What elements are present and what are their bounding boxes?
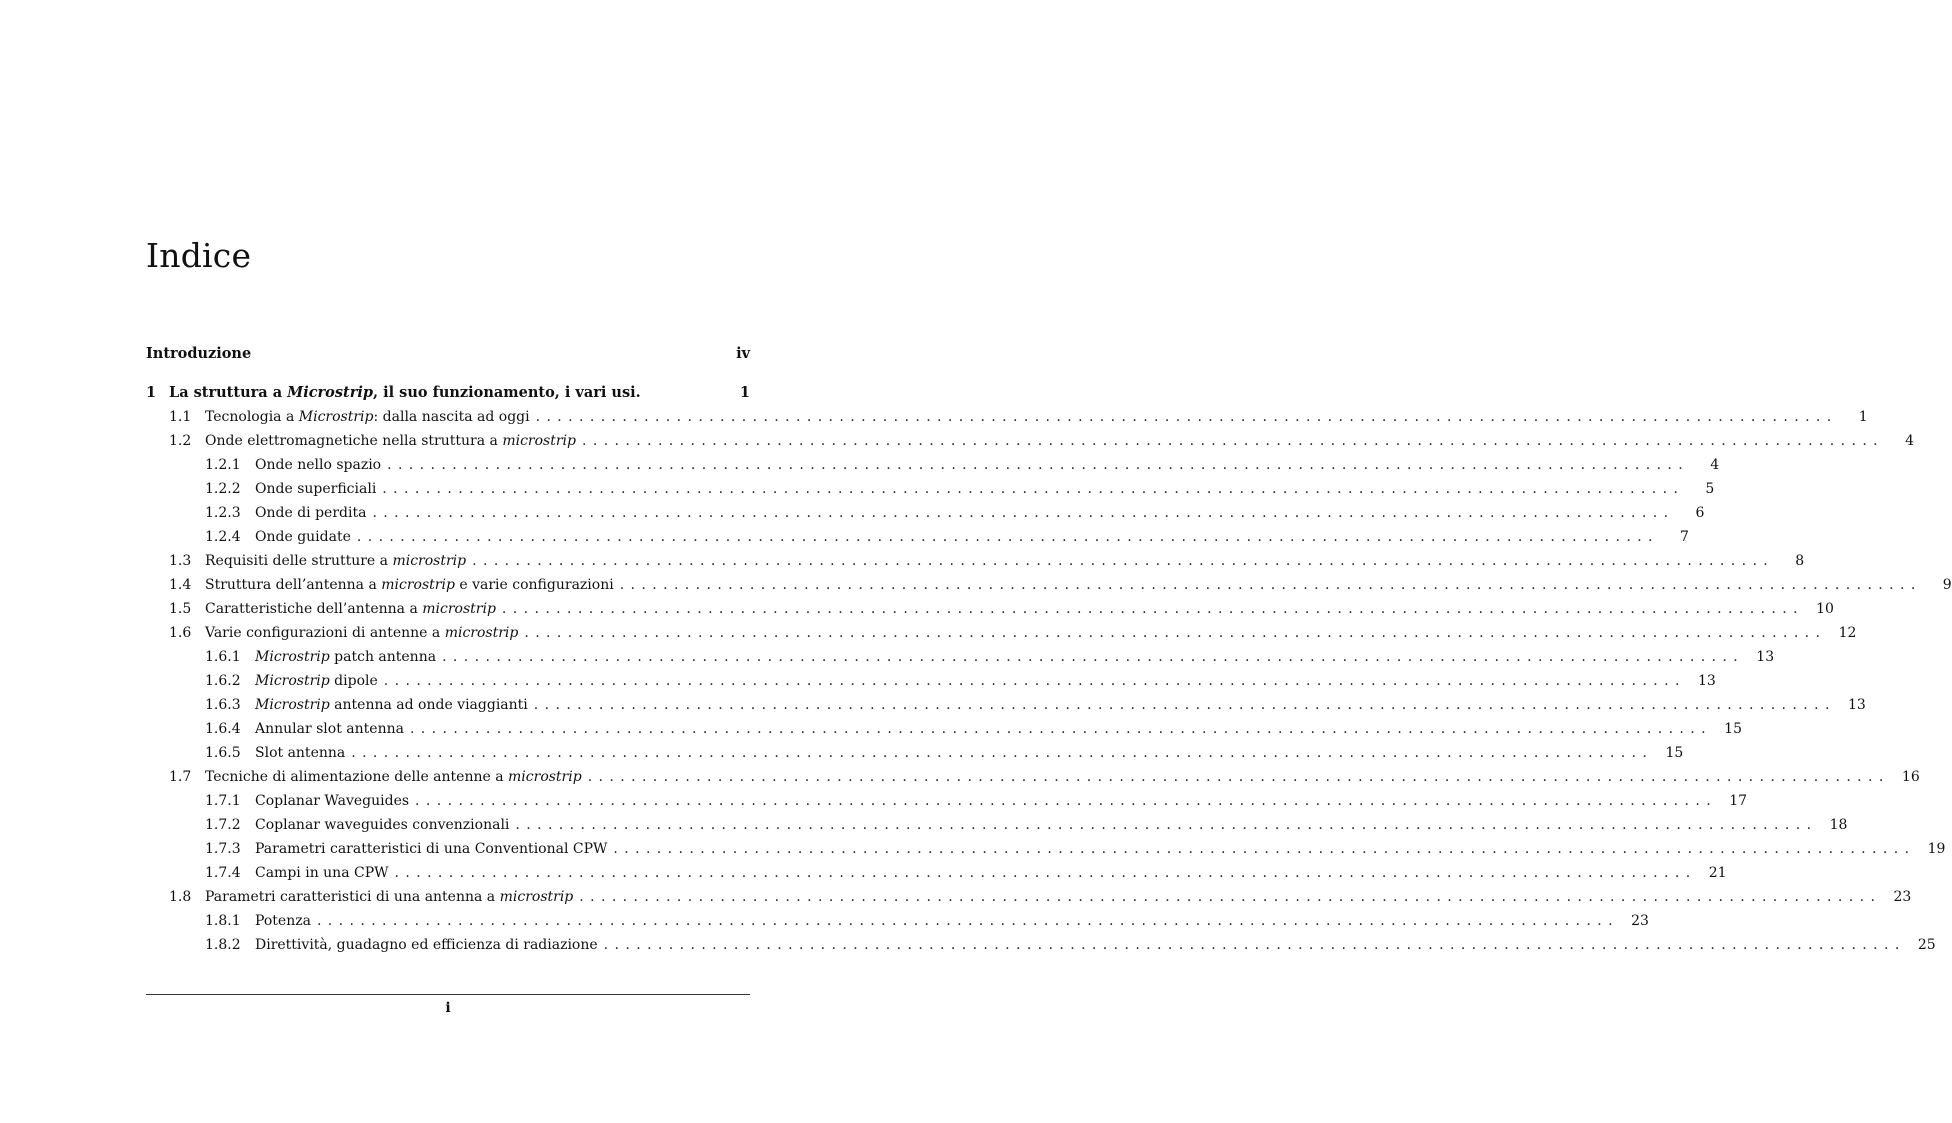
toc-leader: ........................................................................................................................	[442, 649, 1745, 665]
toc-entry-page: 23	[1893, 889, 1912, 905]
toc-entry[interactable]	[146, 429, 1915, 453]
toc-entry[interactable]	[146, 693, 1866, 717]
toc-entry-title: Onde guidate	[255, 529, 351, 545]
toc-entry-title: Onde di perdita	[255, 505, 367, 521]
toc-entry-page: 9	[1942, 577, 1952, 593]
toc-entry-number: 1.2.2	[205, 481, 241, 497]
toc-entry-title: Coplanar waveguides convenzionali	[255, 817, 510, 833]
toc-entry-page: 25	[1917, 937, 1936, 953]
toc-entry-number: 1.2	[169, 433, 192, 449]
toc-entry[interactable]	[146, 549, 1805, 573]
toc-leader: ........................................................................................................................	[579, 889, 1882, 905]
toc-entry[interactable]	[146, 909, 1649, 933]
toc-entry-number: 1.4	[169, 577, 192, 593]
toc-leader: ........................................................................................................................	[409, 721, 1712, 737]
toc-entry-title: Campi in una CPW	[255, 865, 389, 881]
toc-leader: ........................................................................................................................	[619, 577, 1922, 593]
toc-entry-number: 1.6.2	[205, 673, 241, 689]
toc-entry-title: Requisiti delle strutture a microstrip	[205, 553, 467, 569]
toc-entry-title: La struttura a Microstrip, il suo funzionamento, i vari usi.	[169, 384, 641, 401]
footer-page-number: i	[445, 1000, 451, 1016]
toc-entry-title: Annular slot antenna	[255, 721, 404, 737]
toc-entry-title: Caratteristiche dell’antenna a microstrip	[205, 601, 496, 617]
toc-entry-title: Parametri caratteristici di una Conventional CPW	[255, 841, 608, 857]
toc-entry-number: 1.7	[169, 769, 192, 785]
toc-entry-page: 17	[1729, 793, 1748, 809]
toc-entry[interactable]	[146, 477, 1715, 501]
toc-leader: ........................................................................................................................	[316, 913, 1619, 929]
toc-entry-title: Slot antenna	[255, 745, 346, 761]
toc-leader: ........................................................................................................................	[535, 409, 1838, 425]
toc-entry-title: Onde nello spazio	[255, 457, 382, 473]
toc-leader: ........................................................................................................................	[356, 529, 1659, 545]
toc-entry-number: 1.2.4	[205, 529, 241, 545]
toc-entry-number: 1.8.1	[205, 913, 241, 929]
toc-entry-page: 4	[1710, 457, 1720, 473]
toc-entry-page: 13	[1697, 673, 1716, 689]
toc-entry-number: 1.7.1	[205, 793, 241, 809]
toc-leader: ........................................................................................................................	[515, 817, 1818, 833]
toc-entry-number: 1.8.2	[205, 937, 241, 953]
toc-leader: ........................................................................................................................	[372, 505, 1675, 521]
toc-leader: ........................................................................................................................	[382, 481, 1685, 497]
toc-entry-page: 4	[1905, 433, 1915, 449]
toc-entry-title: Potenza	[255, 913, 311, 929]
toc-entry-page: 19	[1927, 841, 1946, 857]
toc-entry-page: 18	[1829, 817, 1848, 833]
toc-entry[interactable]	[146, 501, 1705, 525]
toc-entry-number: 1.7.2	[205, 817, 241, 833]
toc-entry[interactable]	[146, 597, 1834, 621]
toc-entry-title: Struttura dell’antenna a microstrip e varie configurazioni	[205, 577, 614, 593]
toc-entry-number: 1.1	[169, 409, 192, 425]
toc-entry-title: Tecniche di alimentazione delle antenne a microstrip	[205, 769, 582, 785]
toc-entry-number: 1.6.1	[205, 649, 241, 665]
toc-entry[interactable]	[146, 405, 1868, 429]
toc-entry-page: 16	[1901, 769, 1920, 785]
toc-entry-title: Onde elettromagnetiche nella struttura a microstrip	[205, 433, 576, 449]
toc-leader: ........................................................................................................................	[394, 865, 1697, 881]
toc-entry-page: 23	[1631, 913, 1649, 929]
toc-entry[interactable]	[146, 525, 1689, 549]
toc-entries	[146, 405, 1952, 957]
toc-leader: ........................................................................................................................	[351, 745, 1654, 761]
toc-entry-number: 1.3	[169, 553, 192, 569]
toc-entry-page: 12	[1838, 625, 1857, 641]
toc-entry-title: Microstrip antenna ad onde viaggianti	[255, 697, 528, 713]
toc-leader: ........................................................................................................................	[587, 769, 1890, 785]
toc-entry-page: iv	[736, 345, 750, 362]
toc-leader: ........................................................................................................................	[472, 553, 1775, 569]
toc-leader: ........................................................................................................................	[501, 601, 1804, 617]
toc-leader: ........................................................................................................................	[533, 697, 1836, 713]
toc-leader: ........................................................................................................................	[613, 841, 1916, 857]
toc-entry-title: Microstrip patch antenna	[255, 649, 437, 665]
toc-entry-number: 1.6.4	[205, 721, 241, 737]
toc-entry-number: 1.2.3	[205, 505, 241, 521]
toc-entry-title: Microstrip dipole	[255, 673, 378, 689]
toc-entry-title: Parametri caratteristici di una antenna a microstrip	[205, 889, 574, 905]
toc-entry[interactable]	[146, 645, 1775, 669]
toc-entry[interactable]	[146, 669, 1716, 693]
toc-entry[interactable]	[146, 621, 1857, 645]
toc-entry-introduction[interactable]	[146, 342, 750, 366]
toc-entry[interactable]	[146, 837, 1946, 861]
toc-entry-title: Onde superficiali	[255, 481, 377, 497]
footer-rule	[146, 994, 750, 995]
toc-leader: ........................................................................................................................	[603, 937, 1906, 953]
toc-entry-number: 1	[146, 384, 157, 401]
toc-entry-number: 1.8	[169, 889, 192, 905]
toc-leader: ........................................................................................................................	[524, 625, 1827, 641]
toc-entry-number: 1.7.3	[205, 841, 241, 857]
toc-entry-number: 1.6	[169, 625, 192, 641]
toc-entry-number: 1.6.3	[205, 697, 241, 713]
toc-leader: ........................................................................................................................	[387, 457, 1690, 473]
toc-entry[interactable]	[146, 861, 1727, 885]
toc-entry-page: 6	[1695, 505, 1705, 521]
page-title: Indice	[146, 236, 252, 275]
toc-entry-number: 1.7.4	[205, 865, 241, 881]
toc-entry-page: 10	[1816, 601, 1834, 617]
toc-entry-page: 13	[1756, 649, 1775, 665]
toc-entry-title: Varie configurazioni di antenne a microstrip	[205, 625, 519, 641]
toc-entry[interactable]	[146, 765, 1920, 789]
toc-entry-page: 1	[1858, 409, 1868, 425]
toc-entry-title: Direttività, guadagno ed efficienza di radiazione	[255, 937, 598, 953]
toc-entry-page: 21	[1708, 865, 1727, 881]
toc-entry-chapter-1[interactable]	[146, 381, 750, 405]
toc-entry-page: 5	[1705, 481, 1715, 497]
toc-entry-number: 1.6.5	[205, 745, 241, 761]
toc-entry-page: 1	[739, 384, 750, 401]
toc-entry-page: 13	[1847, 697, 1866, 713]
toc-entry-page: 7	[1679, 529, 1689, 545]
toc-entry-title: Tecnologia a Microstrip: dalla nascita ad oggi	[205, 409, 530, 425]
toc-entry[interactable]	[146, 933, 1936, 957]
toc-entry-title: Coplanar Waveguides	[255, 793, 410, 809]
toc-entry[interactable]	[146, 789, 1748, 813]
toc-entry[interactable]	[146, 453, 1720, 477]
toc-entry-title: Introduzione	[146, 345, 252, 362]
toc-entry[interactable]	[146, 885, 1912, 909]
toc-entry[interactable]	[146, 813, 1848, 837]
table-of-contents	[146, 342, 1952, 957]
toc-leader: ........................................................................................................................	[415, 793, 1718, 809]
toc-entry[interactable]	[146, 741, 1684, 765]
toc-leader: ........................................................................................................................	[582, 433, 1885, 449]
toc-leader: ........................................................................................................................	[383, 673, 1686, 689]
toc-entry-number: 1.5	[169, 601, 192, 617]
toc-entry[interactable]	[146, 573, 1952, 597]
toc-entry-page: 8	[1795, 553, 1805, 569]
toc-entry-page: 15	[1665, 745, 1684, 761]
toc-entry-number: 1.2.1	[205, 457, 241, 473]
toc-entry[interactable]	[146, 717, 1742, 741]
toc-entry-page: 15	[1724, 721, 1742, 737]
